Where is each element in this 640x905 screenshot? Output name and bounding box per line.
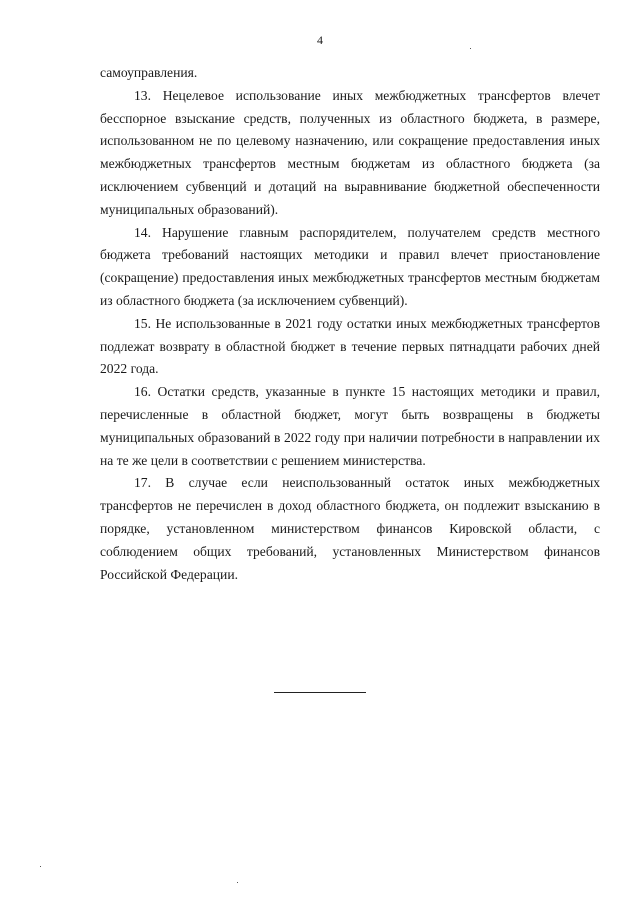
scan-speck bbox=[470, 48, 471, 49]
scan-speck bbox=[40, 866, 41, 867]
closing-separator-line bbox=[274, 692, 366, 693]
paragraph-16: 16. Остатки средств, указанные в пункте 15 настоящих методики и правил, перечисленные в областной бюджет, могут быть возвращены в бюджеты муниципальных образований в 2022 году при наличии потребности в направлении их на те же цели в соответствии с решением министерства. bbox=[100, 384, 600, 468]
document-body bbox=[100, 62, 600, 586]
paragraph-14: 14. Нарушение главным распорядителем, получателем средств местного бюджета требований настоящих методики и правил влечет приостановление (сокращение) предоставления иных межбюджетных трансфертов местным бюджетам из областного бюджета (за исключением субвенций). bbox=[100, 224, 600, 308]
paragraph-15: 15. Не использованные в 2021 году остатки иных межбюджетных трансфертов подлежат возврату в областной бюджет в течение первых пятнадцати рабочих дней 2022 года. bbox=[100, 315, 600, 377]
paragraph-13: 13. Нецелевое использование иных межбюджетных трансфертов влечет бесспорное взыскание средств, полученных из областного бюджета, в размере, использованном не по целевому назначению, или сокращение предоставления иных межбюджетных трансфертов местным бюджетам из областного бюджета (за исключением субвенций и дотаций на выравнивание бюджетной обеспеченности муниципальных образований). bbox=[100, 87, 600, 217]
scan-speck bbox=[237, 882, 238, 883]
paragraph-17: 17. В случае если неиспользованный остаток иных межбюджетных трансфертов не перечислен в доход областного бюджета, он подлежит взысканию в порядке, установленном министерством финансов Кировской области, с соблюдением общих требований, установленных Министерством финансов Российской Федерации. bbox=[100, 475, 600, 582]
paragraph-continuation: самоуправления. bbox=[100, 65, 198, 80]
page-number: 4 bbox=[317, 33, 323, 47]
